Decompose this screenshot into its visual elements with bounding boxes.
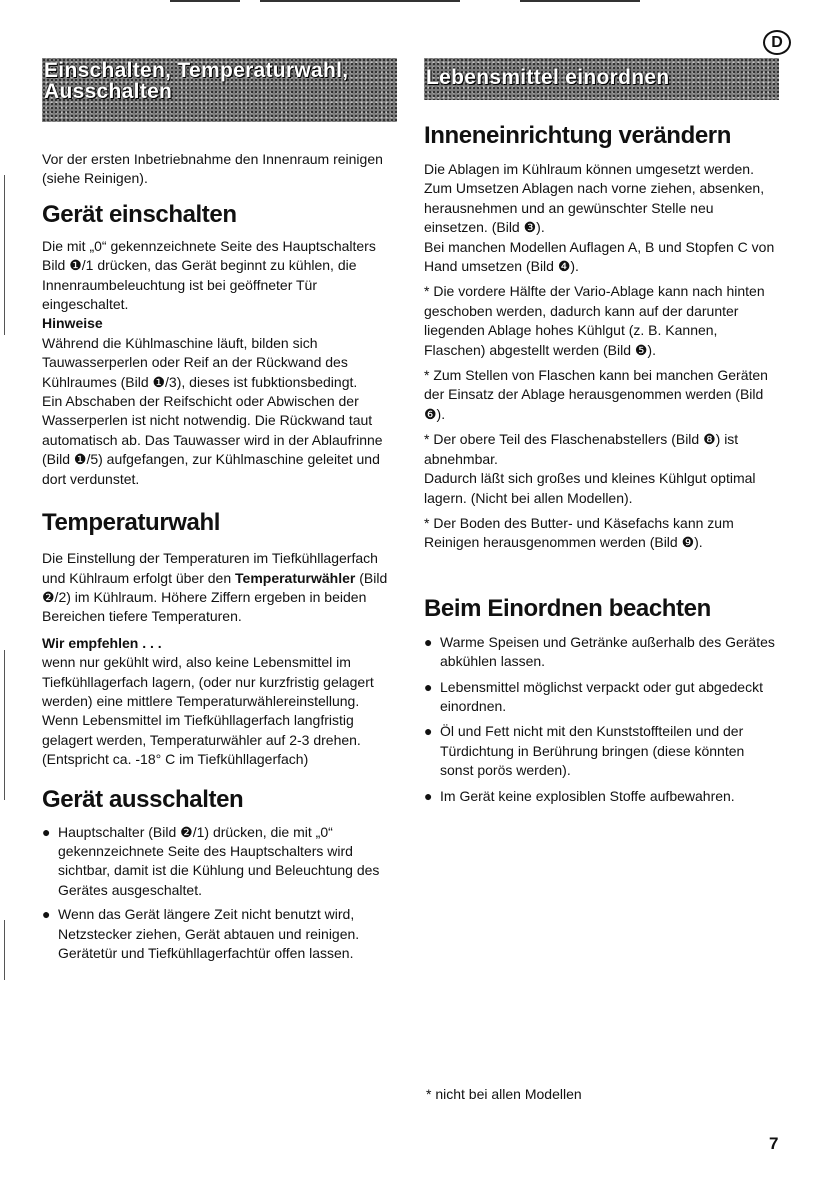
language-badge: D — [763, 30, 791, 55]
list-item: ● Warme Speisen und Getränke außerhalb des Gerätes abkühlen lassen. — [424, 633, 779, 672]
paragraph: (Entspricht ca. -18° C im Tiefkühllagerfach) — [42, 751, 309, 768]
right-column — [424, 58, 779, 806]
intro-text: Vor der ersten Inbetriebnahme den Innenraum reinigen (siehe Reinigen). — [42, 151, 383, 187]
page-number: 7 — [769, 1134, 779, 1153]
list-item: ● Lebensmittel möglichst verpackt oder gut abgedeckt einordnen. — [424, 678, 779, 717]
bold-term: Temperaturwähler — [235, 569, 356, 586]
paragraph: Wenn Lebensmittel im Tiefkühllagerfach langfristig gelagert werden, Temperaturwähler auf 2-3 drehen. — [42, 712, 361, 748]
paragraph: Die mit „0“ gekennzeichnete Seite des Hauptschalters Bild ❶/1 drücken, das Gerät beginnt zu kühlen, die Innenraumbeleuchtung ist bei geöffneter Tür eingeschaltet. — [42, 237, 376, 313]
paragraph: Bei manchen Modellen Auflagen A, B und Stopfen C von Hand umsetzen (Bild ❹). — [424, 238, 775, 275]
paragraph: Während die Kühlmaschine läuft, bilden sich Tauwasserperlen oder Reif an der Rückwand des Kühlraumes (Bild ❶/3), dieses ist fubktionsbedingt. — [42, 334, 358, 390]
heading-inneneinrichtung: Inneneinrichtung verändern — [424, 122, 731, 149]
paragraph: Dadurch läßt sich großes und kleines Kühlgut optimal lagern. (Nicht bei allen Modellen). — [424, 470, 756, 506]
list-item: ● Im Gerät keine explosiblen Stoffe aufbewahren. — [424, 787, 779, 806]
banner-line-2: Ausschalten — [44, 80, 173, 103]
paragraph: Die Ablagen im Kühlraum können umgesetzt werden. Zum Umsetzen Ablagen nach vorne ziehen, absenken, herausnehmen und an gewünschter Stelle neu einsetzen. (Bild ❸). — [424, 161, 765, 236]
footnote: * nicht bei allen Modellen — [426, 1086, 582, 1102]
bullet-list — [424, 633, 779, 806]
paragraph: * Der obere Teil des Flaschenabstellers (Bild ❽) ist abnehmbar. — [424, 431, 739, 467]
margin-mark — [4, 920, 5, 980]
heading-geraet-ausschalten: Gerät ausschalten — [42, 785, 244, 813]
banner-line-1: Einschalten, Temperaturwahl, — [44, 59, 349, 82]
top-rule-2 — [260, 0, 460, 2]
paragraph: * Die vordere Hälfte der Vario-Ablage kann nach hinten geschoben werden, dadurch kann auf der darunter liegenden Ablage hohes Kühlgut (z. B. Kannen, Flaschen) abgestellt werden (Bild ❺). — [424, 283, 765, 358]
paragraph: * Der Boden des Butter- und Käsefachs kann zum Reinigen herausgenommen werden (Bild ❾). — [424, 514, 734, 551]
top-rule-3 — [520, 0, 640, 2]
recommend-label: Wir empfehlen . . . — [42, 634, 162, 651]
paragraph: * Zum Stellen von Flaschen kann bei manchen Geräten der Einsatz der Ablage herausgenommen werden (Bild ❻). — [424, 367, 768, 422]
paragraph: wenn nur gekühlt wird, also keine Lebensmittel im Tiefkühllagerfach lagern, (oder nur kurzfristig gelagert werden) eine mittlere Temperaturwählereinstellung. — [42, 654, 374, 709]
top-rule-1 — [170, 0, 240, 2]
text: (Bild ❷/2) im Kühlraum. Höhere Ziffern ergeben in beiden Bereichen tiefere Temperaturen. — [42, 569, 388, 625]
margin-mark — [4, 175, 5, 335]
left-section-banner — [42, 58, 397, 122]
left-column — [42, 58, 397, 963]
paragraph — [42, 549, 397, 627]
bullet-list — [42, 823, 397, 964]
heading-temperaturwahl: Temperaturwahl — [42, 509, 220, 537]
list-item: ● Öl und Fett nicht mit den Kunststoffteilen und der Türdichtung in Berührung bringen (diese könnten sonst porös werden). — [424, 722, 779, 780]
heading-geraet-einschalten: Gerät einschalten — [42, 200, 237, 228]
text: Die Einstellung der Temperaturen im Tiefkühllagerfach und Kühlraum erfolgt über den — [42, 550, 378, 586]
margin-mark — [4, 650, 5, 800]
hint-label: Hinweise — [42, 315, 103, 332]
paragraph: Ein Abschaben der Reifschicht oder Abwischen der Wasserperlen ist nicht notwendig. Die Rückwand taut automatisch ab. Das Tauwasser wird in der Ablaufrinne (Bild ❶/5) aufgefangen, zur Kühlmaschine geleitet und dort verdunstet. — [42, 393, 383, 487]
list-item: ● Wenn das Gerät längere Zeit nicht benutzt wird, Netzstecker ziehen, Gerät abtauen und reinigen. Gerätetür und Tiefkühllagerfachtür offen lassen. — [42, 905, 397, 963]
right-section-banner — [424, 58, 779, 100]
banner-line-1: Lebensmittel einordnen — [426, 66, 670, 89]
list-item: ● Hauptschalter (Bild ❷/1) drücken, die mit „0“ gekennzeichnete Seite des Hauptschalters wird sichtbar, damit ist die Kühlung und Beleuchtung des Gerätes ausgeschaltet. — [42, 823, 397, 901]
heading-beim-einordnen: Beim Einordnen beachten — [424, 594, 711, 622]
